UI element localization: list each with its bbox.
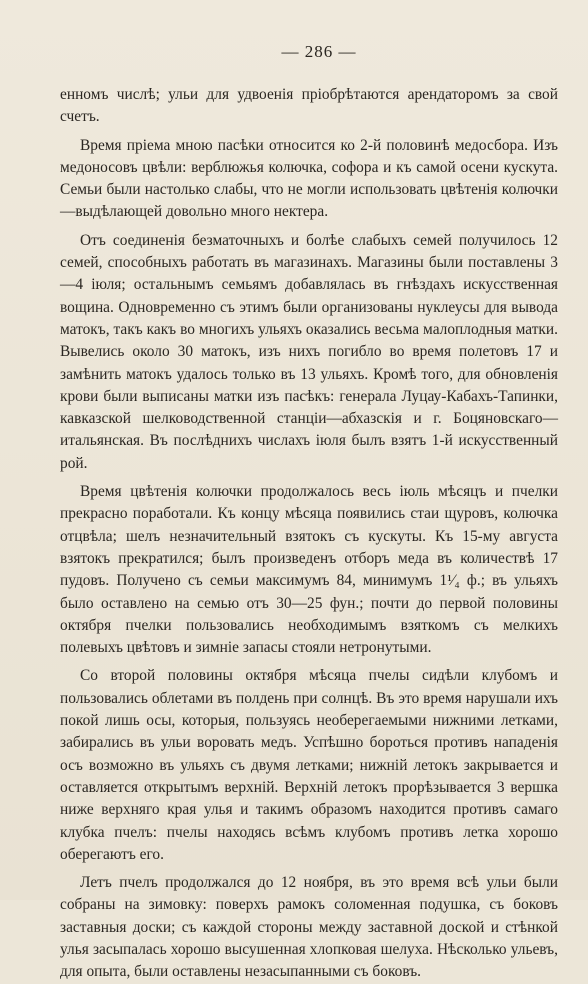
paragraph-colony-merging: Отъ соединенія безматочныхъ и болѣе слабыхъ семей получилось 12 семей, способныхъ работать въ магазинахъ. Магазины были поставлены 3—4 іюля; остальнымъ семьямъ добавлялась въ гнѣздахъ искусственная вощина. Одновременно съ этимъ были организованы нуклеусы для вывода матокъ, такъ какъ во многихъ ульяхъ оказались весьма малоплодныя матки. Вывелись около 30 матокъ, изъ нихъ погибло во время полетовъ 17 и замѣнить матокъ удалось только въ 13 ульяхъ. Кромѣ того, для обновленія крови были выписаны матки изъ пасѣкъ: генерала Луцау-Кабахъ-Тапинки, кавказской шелководственной станціи—абхазскія и г. Боцяновскаго—итальянская. Въ послѣднихъ числахъ іюля былъ взятъ 1-й искусственный рой. [60,231,558,472]
page-number: — 286 — [281,42,357,61]
paragraph-october-clustering: Со второй половины октября мѣсяца пчелы сидѣли клубомъ и пользовались облетами въ полдень при солнцѣ. Въ это время нарушали ихъ покой лишь осы, которыя, пользуясь необерегаемыми нижними летками, забирались въ ульи воровать медъ. Успѣшно бороться противъ нападенія осъ возможно въ ульяхъ съ двумя летками; нижній летокъ закрывается и оставляется открытымъ верхній. Верхній летокъ прорѣзывается 3 вершка ниже верхняго края улья и такимъ образомъ находится противъ самаго клубка пчелъ: пчелы находясь всѣмъ клубомъ противъ летка хорошо оберегаютъ его. [60,667,558,863]
paragraph-honey-harvest: Время цвѣтенія колючки продолжалось весь іюль мѣсяцъ и пчелки прекрасно поработали. Къ концу мѣсяца появились стаи щуровъ, колючка отцвѣла; шелъ незначительный взятокъ съ кускуты. Къ 15-му августа взятокъ прекратился; былъ произведенъ отборъ меда въ количествѣ 17 пудовъ. Получено съ семьи максимумъ 84, минимумъ 1¹⁄₄ ф.; въ ульяхъ было оставлено на семью отъ 30—25 фун.; почти до первой половины октября пчелки пользовались необходимымъ взяткомъ съ мелкихъ полевыхъ цвѣтовъ и зимніе запасы стояли нетронутыми. [60,483,558,657]
body-text [60,84,558,984]
paragraph-apiary-reception: Время пріема мною пасѣки относится ко 2-й половинѣ медосбора. Изъ медоносовъ цвѣли: верблюжья колючка, софора и къ самой осени кускута. Семьи были настолько слабы, что не могли использовать цвѣтенія колючки—выдѣлающей довольно много нектера. [60,136,558,221]
paragraph-wintering: Летъ пчелъ продолжался до 12 ноября, въ это время всѣ ульи были собраны на зимовку: поверхъ рамокъ соломенная подушка, съ боковъ заставныя доски; съ каждой стороны между заставной доской и стѣнкой улья засыпалась хорошо высушенная хлопковая шелуха. Нѣсколько ульевъ, для опыта, были оставлены незасыпанными съ боковъ. [60,874,558,981]
paragraph-continuation: енномъ числѣ; ульи для удвоенія пріобрѣтаются арендаторомъ за свой счетъ. [60,86,558,126]
